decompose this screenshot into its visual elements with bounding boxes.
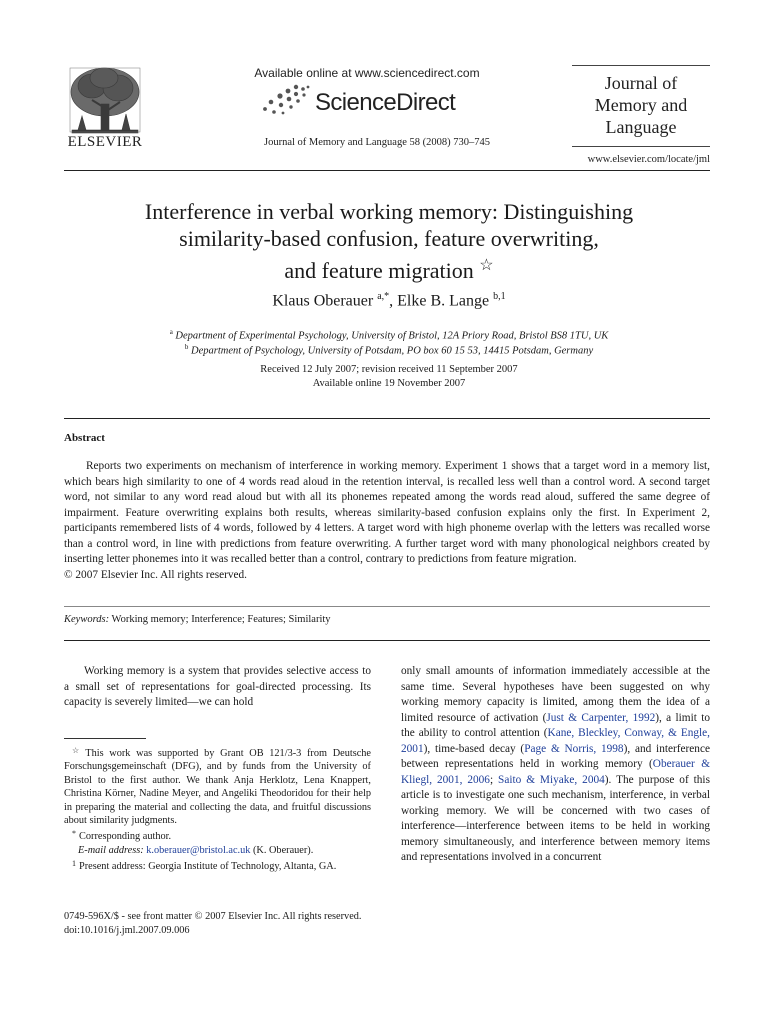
keywords-divider: [64, 606, 710, 607]
available-online-date: Available online 19 November 2007: [312, 378, 466, 389]
intro-paragraph: Working memory is a system that provides selective access to a small set of representations for goal-directed processing. Its capacity is severely limited—we can hold: [64, 665, 371, 708]
body-text: ), and interference between representations held in working memory (: [401, 742, 710, 770]
abstract-top-divider: [64, 418, 710, 419]
journal-name-line: Memory and: [594, 95, 688, 115]
footnotes: [64, 744, 371, 874]
affiliation-b: [64, 343, 714, 357]
journal-url-link[interactable]: www.elsevier.com/locate/jml: [587, 154, 710, 165]
title-footnote-star-link[interactable]: ☆: [479, 257, 494, 274]
title-line-last: [64, 252, 714, 284]
body-top-divider: [64, 640, 710, 641]
citation-link[interactable]: Saito & Miyake, 2004: [498, 773, 605, 786]
article-title: [64, 198, 714, 284]
footnote-present-text: Present address: Georgia Institute of Technology, Altanta, GA.: [79, 861, 337, 873]
author-list: [64, 291, 714, 310]
footnote-1-marker: 1: [72, 859, 76, 869]
body-left-column: [64, 664, 371, 711]
footnote-asterisk-marker: *: [72, 829, 76, 839]
journal-name-box: [572, 65, 710, 147]
email-link[interactable]: k.oberauer@bristol.ac.uk: [146, 844, 251, 856]
email-label: E-mail address:: [78, 844, 144, 856]
journal-name-line: Journal of: [604, 73, 678, 93]
citation-link[interactable]: Oberauer & Kliegl, 2001, 2006: [401, 758, 710, 786]
footnote-funding-text: This work was supported by Grant OB 121/3-3 from Deutsche Forschungsgemeinschaft (DFG), and by funds from the University of Bristol to the first author. We thank Anja Herklotz, Lena Knappert, Christina Körner, Nadine Meyer, and Angeliki Theodoridou for their help in preparing the material and collecting the data, and fruitful discussions about similarity judgments.: [64, 748, 372, 827]
body-text: ). The purpose of this article is to investigate one such mechanism, interference, in verbal working memory. We will be concerned with two cases of interference—interference between items to be held in working memory simultaneously, and interference between memory items and representations involved in a concurrent: [401, 773, 710, 863]
abstract-body: [64, 459, 710, 583]
title-line: Interference in verbal working memory: Distinguishing: [144, 199, 634, 224]
journal-citation: Journal of Memory and Language 58 (2008) 730–745: [264, 137, 490, 148]
citation-link[interactable]: Just & Carpenter, 1992: [546, 711, 656, 724]
keywords-label: Keywords:: [64, 614, 110, 625]
footnote-divider: [64, 738, 146, 739]
footnote-corresponding: [64, 827, 371, 843]
doi-link[interactable]: doi:10.1016/j.jml.2007.09.006: [64, 925, 190, 936]
keywords-line: [64, 614, 331, 625]
author-separator: ,: [389, 292, 398, 310]
author-affiliation-marker[interactable]: a,*: [377, 291, 390, 302]
body-right-column: [401, 664, 710, 866]
affiliation-text: Department of Psychology, University of Potsdam, PO box 60 15 53, 14415 Potsdam, Germany: [190, 345, 594, 357]
affiliation-text: Department of Experimental Psychology, University of Bristol, 12A Priory Road, Bristol BS8 1TU, UK: [175, 330, 609, 342]
journal-name-line: Language: [605, 117, 677, 137]
body-text: ), a limit to the ability to control attention (: [401, 711, 711, 739]
sciencedirect-wordmark: ScienceDirect: [315, 89, 456, 116]
title-line: and feature migration: [284, 258, 474, 283]
affiliation-marker: b: [184, 343, 189, 351]
keywords-text: Working memory; Interference; Features; Similarity: [111, 614, 331, 625]
author-name: Elke B. Lange: [397, 292, 490, 310]
title-line: similarity-based confusion, feature overwriting,: [179, 226, 599, 251]
affiliation-a: [64, 328, 714, 342]
citation-link[interactable]: Page & Norris, 1998: [524, 742, 624, 755]
issn-line: 0749-596X/$ - see front matter © 2007 Elsevier Inc. All rights reserved.: [64, 911, 362, 922]
header-divider: [64, 170, 710, 171]
abstract-text: Reports two experiments on mechanism of interference in working memory. Experiment 1 shows that a target word in a memory list, which bears high similarity to one of 4 words read aloud in the retention interval, is recalled less well than a control word. A second target word, not similar to any word read aloud but with all its phonemes repeated among the words read aloud, suffered the same degree of impairment. Feature overwriting explains both results, whereas similarity-based confusion explains only the first. In Experiment 2, participants remembered lists of 4 words, followed by 4 letters. A target word with high phoneme overlap with the letters was recalled worse than a control word, in line with predictions from feature overwriting. A further target word with many phonological neighbors created by inserting letter phonemes into it was recalled better than a control, contrary to predictions from feature migration.: [64, 460, 710, 565]
affiliation-marker: a: [169, 328, 173, 336]
author-name: Klaus Oberauer: [272, 292, 374, 310]
abstract-copyright: © 2007 Elsevier Inc. All rights reserved.: [64, 568, 248, 581]
footnote-email: [64, 844, 371, 857]
sciencedirect-dots-icon: [262, 83, 312, 117]
body-text: only small amounts of information immediately accessible at the same time. Several hypotheses have been suggested on why working memory capacity is limited, among them the idea of a limited resource of activation (: [401, 665, 710, 724]
author-affiliation-marker[interactable]: b,1: [493, 291, 506, 302]
available-online-text: Available online at www.sciencedirect.com: [254, 66, 480, 80]
abstract-heading: Abstract: [64, 432, 105, 444]
body-text: ), time-based decay (: [423, 742, 525, 755]
footnote-funding: [64, 744, 371, 827]
footnote-corresponding-text: Corresponding author.: [79, 831, 172, 843]
publisher-name: ELSEVIER: [67, 134, 143, 150]
citation-link[interactable]: Kane, Bleckley, Conway, & Engle, 2001: [401, 727, 710, 755]
footnote-present-address: [64, 857, 371, 873]
email-owner: (K. Oberauer).: [252, 844, 314, 856]
body-text: ;: [489, 773, 499, 786]
right-column-paragraph: [401, 664, 710, 866]
received-dates: Received 12 July 2007; revision received 11 September 2007: [260, 364, 518, 375]
footnote-star-marker: ☆: [72, 746, 83, 755]
